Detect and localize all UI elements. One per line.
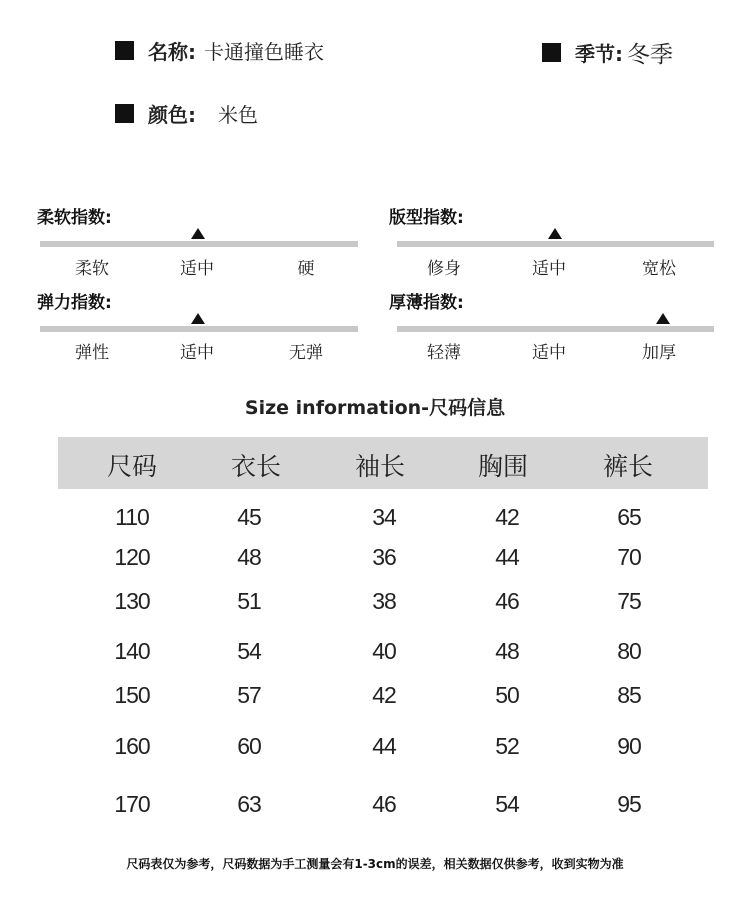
table-cell: 150 — [114, 682, 150, 708]
table-cell: 110 — [115, 504, 149, 530]
table-cell: 51 — [237, 588, 261, 614]
table-cell: 170 — [114, 791, 150, 817]
scale-label: 适中 — [180, 259, 214, 279]
indicator-marker-icon — [191, 228, 205, 239]
column-header: 衣长 — [230, 452, 282, 481]
table-row — [0, 504, 750, 534]
table-row — [0, 544, 750, 574]
indicator-marker-icon — [191, 313, 205, 324]
bullet-square-icon — [542, 43, 561, 62]
product-color-row — [115, 99, 258, 128]
table-cell: 60 — [237, 733, 261, 759]
table-row — [0, 791, 750, 821]
scale-title: 版型指数: — [389, 208, 464, 228]
column-header: 裤长 — [602, 452, 654, 481]
table-cell: 90 — [617, 733, 641, 759]
indicator-marker-icon — [656, 313, 670, 324]
scale-bar — [397, 326, 714, 332]
table-cell: 46 — [495, 588, 519, 614]
scale-title: 弹力指数: — [37, 293, 112, 313]
scale-bar — [40, 241, 358, 247]
scale-label: 修身 — [427, 259, 461, 279]
scale-label: 加厚 — [642, 343, 676, 363]
table-cell: 40 — [372, 638, 396, 664]
table-row — [0, 588, 750, 618]
size-table-title: Size information-尺码信息 — [244, 397, 506, 419]
table-cell: 130 — [114, 588, 150, 614]
table-cell: 160 — [114, 733, 150, 759]
color-label: 颜色: — [148, 103, 196, 127]
product-name-row — [115, 36, 324, 65]
scale-label: 适中 — [532, 343, 566, 363]
indicator-marker-icon — [548, 228, 562, 239]
table-cell: 45 — [237, 504, 261, 530]
table-row — [0, 638, 750, 668]
bullet-square-icon — [115, 104, 134, 123]
scale-label: 硬 — [297, 259, 315, 279]
table-cell: 48 — [237, 544, 261, 570]
table-cell: 140 — [114, 638, 150, 664]
scale-label: 适中 — [532, 259, 566, 279]
scale-label: 宽松 — [642, 259, 676, 279]
scale-bar — [40, 326, 358, 332]
scale-label: 轻薄 — [427, 343, 461, 363]
product-season-row — [542, 36, 673, 69]
season-value: 冬季 — [627, 42, 673, 68]
bullet-square-icon — [115, 41, 134, 60]
column-header: 胸围 — [477, 452, 529, 481]
table-row — [0, 682, 750, 712]
color-value: 米色 — [218, 103, 258, 127]
table-cell: 54 — [237, 638, 261, 664]
size-table-header — [58, 437, 708, 489]
table-cell: 120 — [114, 544, 150, 570]
scale-label: 无弹 — [289, 343, 323, 363]
size-disclaimer: 尺码表仅为参考，尺码数据为手工测量会有1-3cm的误差，相关数据仅供参考，收到实物为准 — [126, 857, 624, 871]
table-cell: 38 — [372, 588, 396, 614]
table-cell: 52 — [495, 733, 519, 759]
table-cell: 95 — [617, 791, 641, 817]
table-cell: 70 — [617, 544, 641, 570]
table-row — [0, 733, 750, 763]
table-cell: 34 — [372, 504, 396, 530]
table-cell: 75 — [617, 588, 641, 614]
scale-label: 弹性 — [75, 343, 109, 363]
table-cell: 65 — [617, 504, 641, 530]
table-cell: 63 — [237, 791, 261, 817]
table-cell: 57 — [237, 682, 261, 708]
table-cell: 42 — [495, 504, 519, 530]
name-label: 名称: — [148, 40, 196, 64]
table-cell: 48 — [495, 638, 519, 664]
scale-title: 厚薄指数: — [389, 293, 464, 313]
table-cell: 42 — [372, 682, 396, 708]
table-cell: 85 — [617, 682, 641, 708]
name-value: 卡通撞色睡衣 — [204, 40, 324, 64]
scale-bar — [397, 241, 714, 247]
column-header: 袖长 — [354, 452, 406, 481]
table-cell: 44 — [372, 733, 396, 759]
table-cell: 54 — [495, 791, 519, 817]
scale-label: 柔软 — [75, 259, 109, 279]
scale-label: 适中 — [180, 343, 214, 363]
scale-title: 柔软指数: — [37, 208, 112, 228]
table-cell: 50 — [495, 682, 519, 708]
table-cell: 80 — [617, 638, 641, 664]
column-header: 尺码 — [106, 452, 158, 481]
table-cell: 36 — [372, 544, 396, 570]
table-cell: 44 — [495, 544, 519, 570]
table-cell: 46 — [372, 791, 396, 817]
season-label: 季节: — [575, 42, 623, 66]
